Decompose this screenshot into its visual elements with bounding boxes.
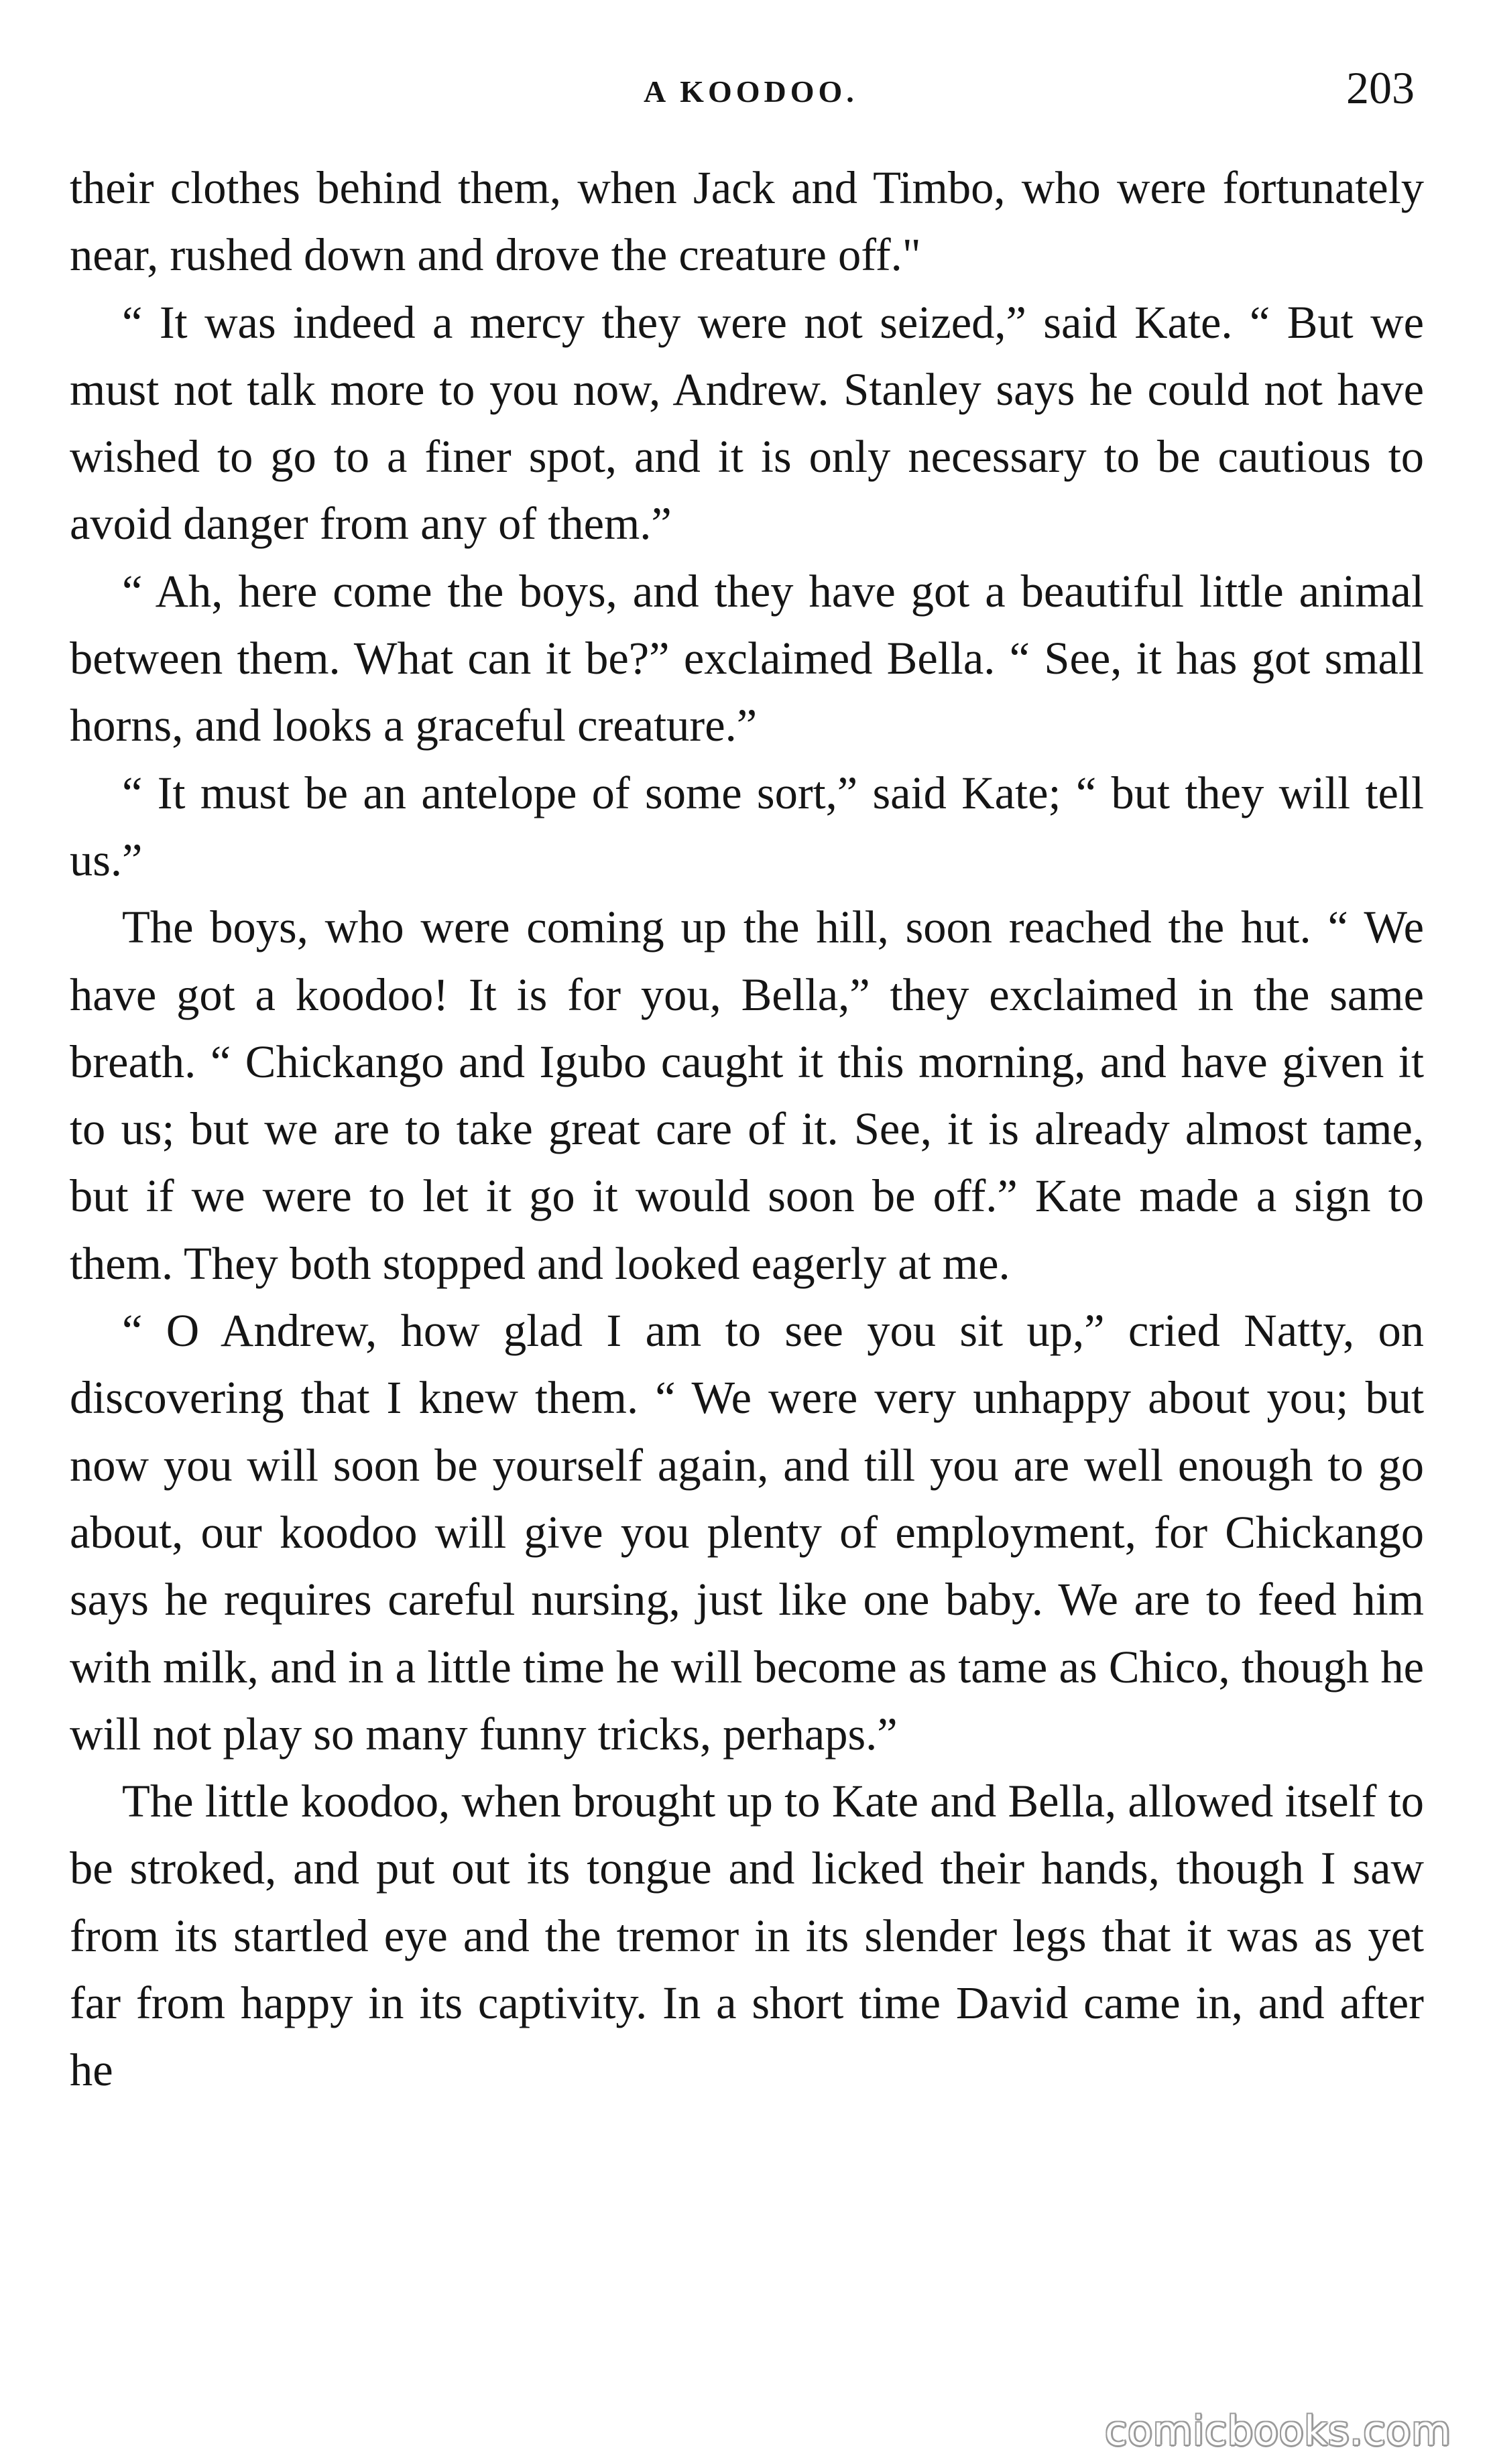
page-number: 203 (1346, 62, 1415, 113)
paragraph: “ O Andrew, how glad I am to see you sit up,” cried Natty, on discovering that I knew them. “ We were very unhappy about you; but now you will soon be yourself again, and till you are well enough to go about, our koodoo will give you plenty of employment, for Chickango says he requires careful nursing, just like one baby. We are to feed him with milk, and in a little time he will become as tame as Chico, though he will not play so many funny tricks, perhaps.” (70, 1305, 1424, 1760)
paragraph: “ It must be an antelope of some sort,” said Kate; “ but they will tell us.” (70, 767, 1424, 885)
paragraph: The little koodoo, when brought up to Kate and Bella, allowed itself to be stroked, and put out its tongue and licked their hands, though I saw from its startled eye and the tremor in its slender legs that it was as yet far from happy in its captivity. In a short time David came in, and after he (70, 1776, 1424, 2096)
watermark: comicbooks.com (1105, 2408, 1451, 2455)
paragraph: their clothes behind them, when Jack and Timbo, who were fortunately near, rushed down and drove the creature off." (70, 162, 1424, 281)
paragraph: The boys, who were coming up the hill, soon reached the hut. “ We have got a koodoo! It is for you, Bella,” they exclaimed in the same breath. “ Chickango and Igubo caught it this morning, and have given it to us; but we are to take great care of it. See, it is already almost tame, but if we were to let it go it would soon be off.” Kate made a sign to them. They both stopped and looked eagerly at me. (70, 902, 1424, 1289)
running-title: A KOODOO. (644, 74, 858, 109)
paragraph: “ It was indeed a mercy they were not seized,” said Kate. “ But we must not talk more to you now, Andrew. Stanley says he could not have wished to go to a finer spot, and it is only necessary to be cautious to avoid danger from any of them.” (70, 296, 1424, 550)
paragraph: “ Ah, here come the boys, and they have got a beautiful little animal between them. What can it be?” exclaimed Bella. “ See, it has got small horns, and looks a graceful creature.” (70, 565, 1424, 751)
page-header (0, 62, 1491, 115)
body-text (70, 154, 1424, 2104)
